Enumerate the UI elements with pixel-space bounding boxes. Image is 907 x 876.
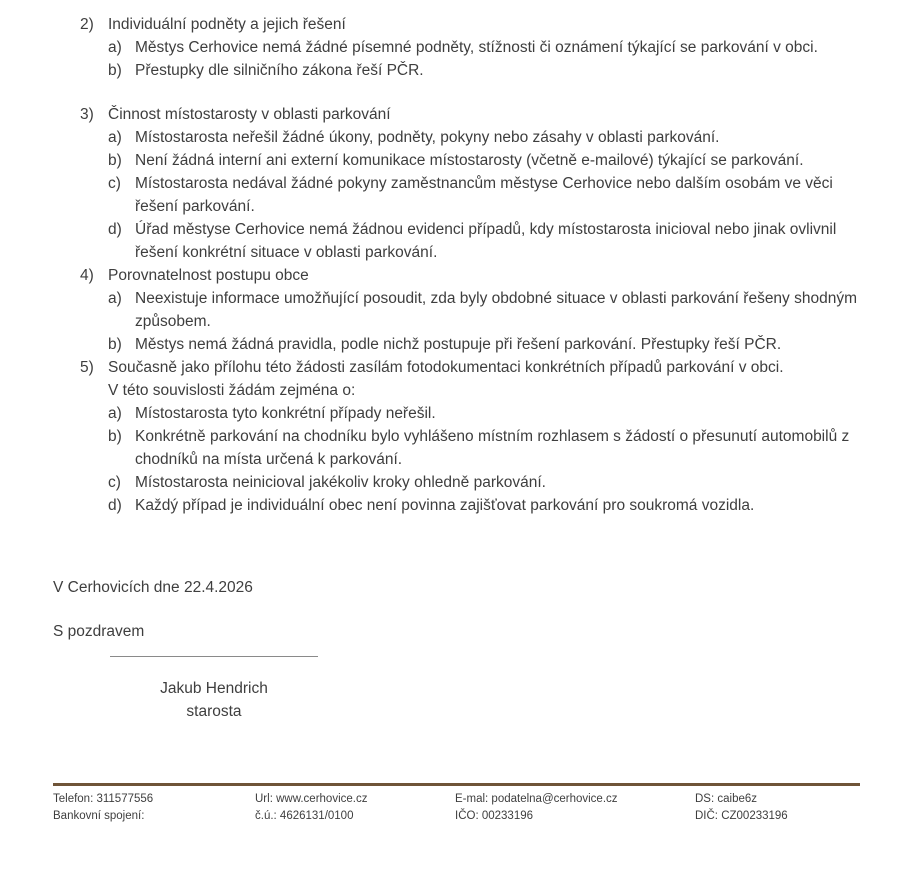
item-letter: b) [108, 336, 122, 353]
footer-column [695, 791, 788, 824]
item-text: Městys Cerhovice nemá žádné písemné podněty, stížnosti či oznámení týkající se parkování v obci. [135, 39, 818, 56]
lettered-item [108, 425, 877, 471]
item-letter: c) [108, 474, 121, 491]
item-letter: c) [108, 175, 121, 192]
item-letter: a) [108, 129, 122, 146]
footer-column-line1: Telefon: 311577556 [53, 793, 154, 805]
section-items [108, 287, 877, 356]
lettered-item [108, 36, 877, 59]
signature-line [110, 656, 318, 657]
item-text: Neexistuje informace umožňující posoudit, zda byly obdobné situace v oblasti parkování řešeny shodným způsobem. [135, 290, 858, 330]
lettered-item [108, 59, 877, 82]
item-letter: d) [108, 497, 122, 514]
salutation: S pozdravem [53, 623, 145, 640]
footer-column-line2: DIČ: CZ00233196 [695, 809, 788, 822]
numbered-section [80, 103, 877, 264]
item-letter: b) [108, 62, 122, 79]
dateline: V Cerhovicích dne 22.4.2026 [53, 579, 253, 596]
item-text: Městys nemá žádná pravidla, podle nichž postupuje při řešení parkování. Přestupky řeší PČR. [135, 336, 782, 353]
section-title-line: Porovnatelnost postupu obce [108, 267, 309, 284]
item-text: Není žádná interní ani externí komunikace místostarosty (včetně e-mailové) týkající se parkování. [135, 152, 804, 169]
lettered-item [108, 402, 877, 425]
section-title [108, 264, 877, 287]
numbered-section [80, 356, 877, 517]
section-items [108, 36, 877, 82]
footer-column-line2: IČO: 00233196 [455, 809, 534, 822]
item-text: Každý případ je individuální obec není povinna zajišťovat parkování pro soukromá vozidla. [135, 497, 755, 514]
lettered-item [108, 333, 877, 356]
footer-rule [53, 783, 860, 786]
item-letter: b) [108, 428, 122, 445]
lettered-item [108, 149, 877, 172]
section-title [108, 103, 877, 126]
section-title [108, 356, 877, 402]
section-number: 2) [80, 16, 94, 33]
section-body [108, 103, 877, 264]
lettered-item [108, 287, 877, 333]
item-letter: d) [108, 221, 122, 238]
item-letter: b) [108, 152, 122, 169]
lettered-item [108, 494, 877, 517]
item-text: Úřad městyse Cerhovice nemá žádnou evidenci případů, kdy místostarosta inicioval nebo jinak ovlivnil řešení konkrétní situace v oblasti parkování. [135, 221, 837, 261]
lettered-item [108, 218, 877, 264]
letter-footer [53, 783, 860, 827]
section-title-line: Individuální podněty a jejich řešení [108, 16, 346, 33]
item-text: Místostarosta tyto konkrétní případy neřešil. [135, 405, 436, 422]
signer-title: starosta [186, 703, 242, 720]
letter-body [80, 13, 877, 517]
numbered-section [80, 264, 877, 356]
footer-column [53, 791, 153, 824]
lettered-item [108, 172, 877, 218]
item-letter: a) [108, 290, 122, 307]
section-body [108, 13, 877, 82]
footer-column [255, 791, 367, 824]
item-text: Místostarosta neinicioval jakékoliv kroky ohledně parkování. [135, 474, 546, 491]
item-letter: a) [108, 39, 122, 56]
closing-block [53, 576, 318, 723]
signer-name: Jakub Hendrich [160, 680, 268, 697]
section-number: 3) [80, 106, 94, 123]
section-title-line: Současně jako přílohu této žádosti zasílám fotodokumentaci konkrétních případů parkování v obci. [108, 359, 784, 376]
section-title [108, 13, 877, 36]
section-title-line: V této souvislosti žádám zejména o: [108, 382, 356, 399]
item-text: Přestupky dle silničního zákona řeší PČR. [135, 62, 424, 79]
footer-column-line1: Url: www.cerhovice.cz [255, 793, 368, 805]
section-number: 5) [80, 359, 94, 376]
footer-column-line1: DS: caibe6z [695, 793, 758, 805]
item-text: Konkrétně parkování na chodníku bylo vyhlášeno místním rozhlasem s žádostí o přesunutí automobilů z chodníků na místa určená k parkování. [135, 428, 850, 468]
section-title-line: Činnost místostarosty v oblasti parkování [108, 106, 391, 123]
footer-column-line2: č.ú.: 4626131/0100 [255, 809, 354, 822]
signature-block [110, 656, 318, 723]
section-body [108, 356, 877, 517]
item-text: Místostarosta neřešil žádné úkony, podněty, pokyny nebo zásahy v oblasti parkování. [135, 129, 720, 146]
footer-columns [53, 791, 860, 827]
section-items [108, 402, 877, 517]
footer-column [455, 791, 618, 824]
footer-column-line1: E-mal: podatelna@cerhovice.cz [455, 793, 618, 805]
item-text: Místostarosta nedával žádné pokyny zaměstnancům městyse Cerhovice nebo dalším osobám ve věci řešení parkování. [135, 175, 833, 215]
lettered-item [108, 471, 877, 494]
section-items [108, 126, 877, 264]
footer-column-line2: Bankovní spojení: [53, 809, 145, 822]
section-body [108, 264, 877, 356]
lettered-item [108, 126, 877, 149]
item-letter: a) [108, 405, 122, 422]
numbered-section [80, 13, 877, 82]
section-number: 4) [80, 267, 94, 284]
